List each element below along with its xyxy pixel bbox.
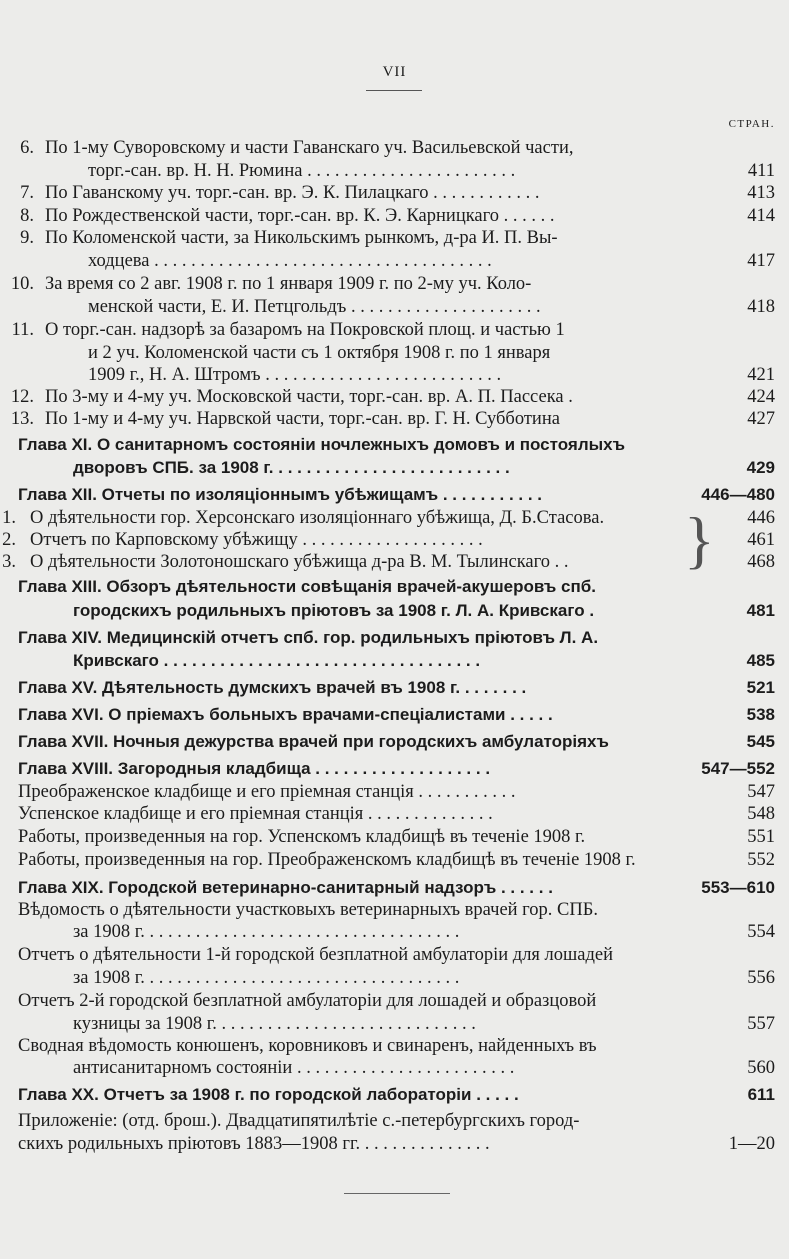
entry-title: По 1-му Суворовскому и части Гаванскаго уч. Васильевской части, [45, 138, 574, 158]
page-number: VII [382, 64, 407, 80]
entry-page-number: 552 [747, 850, 775, 870]
entry-title: Приложеніе: (отд. брош.). Двадцатипятилѣтіе с.-петербургскихъ город- [18, 1111, 580, 1131]
entry-title: Преображенское кладбище и его пріемная станція . . . . . . . . . . . [18, 782, 516, 802]
entry-page-number: 553—610 [701, 878, 775, 897]
toc-entry-line [0, 136, 789, 160]
entry-number: 6. [20, 138, 34, 158]
toc-entry-line [0, 780, 789, 804]
entry-page-number: 551 [747, 827, 775, 847]
entry-page-number: 413 [747, 183, 775, 203]
entry-page-number: 521 [746, 678, 775, 697]
entry-title: Глава XI. О санитарномъ состояніи ночлежныхъ домовъ и постоялыхъ [18, 435, 625, 454]
entry-page-number: 481 [746, 601, 775, 620]
toc-entry-line [0, 550, 789, 574]
entry-title: Работы, произведенныя на гор. Преображенскомъ кладбищѣ въ теченіе 1908 г. [18, 850, 636, 870]
toc-entry-line [0, 1012, 789, 1036]
toc-chapter-line [0, 483, 789, 507]
entry-title: Глава XVII. Ночныя дежурства врачей при городскихъ амбулаторіяхъ [18, 732, 609, 751]
toc-entry-line [0, 318, 789, 342]
entry-title: Работы, произведенныя на гор. Успенскомъ кладбищѣ въ теченіе 1908 г. [18, 827, 586, 847]
entry-title: Глава XVIII. Загородныя кладбища . . . . . . . . . . . . . . . . . . . [18, 759, 491, 778]
entry-page-number: 545 [746, 732, 775, 751]
entry-page-number: 547 [747, 782, 775, 802]
toc-chapter-line [0, 1083, 789, 1107]
toc-entry-line [0, 385, 789, 409]
entry-page-number: 461 [747, 530, 775, 550]
toc-entry-line [0, 159, 789, 183]
entry-title: Глава XIV. Медицинскій отчетъ спб. гор. родильныхъ пріютовъ Л. А. [18, 628, 599, 647]
toc-entry-line [0, 272, 789, 296]
entry-page-number: 414 [747, 206, 775, 226]
toc-entry-line [0, 920, 789, 944]
entry-number: 2. [2, 530, 16, 550]
toc-chapter-line [0, 703, 789, 727]
entry-title: По 3-му и 4-му уч. Московской части, торг.-сан. вр. А. П. Пассека . [45, 387, 573, 407]
toc-entry-line [0, 341, 789, 365]
brace-mark: } [684, 504, 715, 575]
toc-entry-line [0, 898, 789, 922]
entry-page-number: 468 [747, 552, 775, 572]
entry-page-number: 485 [746, 651, 775, 670]
toc-chapter-line [0, 876, 789, 900]
entry-page-number: 538 [746, 705, 775, 724]
toc-entry-line [0, 1034, 789, 1058]
toc-chapter-line [0, 575, 789, 599]
entry-title: Вѣдомость о дѣятельности участковыхъ ветеринарныхъ врачей гор. СПБ. [18, 900, 599, 920]
toc-chapter-line [0, 626, 789, 650]
entry-title: городскихъ родильныхъ пріютовъ за 1908 г. Л. А. Кривскаго . [73, 601, 595, 620]
footer-rule [344, 1193, 450, 1194]
entry-title: Кривскаго . . . . . . . . . . . . . . . . . . . . . . . . . . . . . . . . . . [73, 651, 481, 670]
entry-number: 3. [2, 552, 16, 572]
entry-title: антисанитарномъ состояніи . . . . . . . . . . . . . . . . . . . . . . . . [73, 1058, 515, 1078]
entry-page-number: 556 [747, 968, 775, 988]
entry-title: О торг.-сан. надзорѣ за базаромъ на Покровской площ. и частью 1 [45, 320, 565, 340]
toc-entry-line [0, 1132, 789, 1156]
entry-title: менской части, Е. И. Петцгольдъ . . . . . . . . . . . . . . . . . . . . . [88, 297, 541, 317]
entry-title: 1909 г., Н. А. Штромъ . . . . . . . . . . . . . . . . . . . . . . . . . . [88, 365, 502, 385]
toc-entry-line [0, 528, 789, 552]
entry-title: и 2 уч. Коломенской части съ 1 октября 1908 г. по 1 января [88, 343, 551, 363]
entry-page-number: 411 [747, 161, 775, 181]
entry-title: О дѣятельности Золотоношскаго убѣжища д-ра В. М. Тылинскаго . . [30, 552, 569, 572]
header-rule [366, 90, 422, 91]
toc-entry-line [0, 407, 789, 431]
entry-title: Глава XIX. Городской ветеринарно-санитарный надзоръ . . . . . . [18, 878, 553, 897]
entry-page-number: 548 [747, 804, 775, 824]
entry-title: за 1908 г. . . . . . . . . . . . . . . . . . . . . . . . . . . . . . . . . . . [73, 922, 460, 942]
entry-title: О дѣятельности гор. Херсонскаго изоляціоннаго убѣжища, Д. Б.Стасова. [30, 508, 605, 528]
toc-chapter-line [0, 757, 789, 781]
entry-page-number: 611 [747, 1085, 775, 1104]
entry-title: торг.-сан. вр. Н. Н. Рюмина . . . . . . . . . . . . . . . . . . . . . . . [88, 161, 516, 181]
toc-entry-line [0, 295, 789, 319]
toc-entry-line [0, 249, 789, 273]
entry-number: 9. [20, 228, 34, 248]
entry-page-number: 446—480 [701, 485, 775, 504]
toc-chapter-line [0, 599, 789, 623]
toc-entry-line [0, 825, 789, 849]
entry-number: 10. [10, 274, 34, 294]
entry-number: 12. [10, 387, 34, 407]
entry-title: За время со 2 авг. 1908 г. по 1 января 1909 г. по 2-му уч. Коло- [45, 274, 532, 294]
toc-chapter-line [0, 676, 789, 700]
toc-entry-line [0, 506, 789, 530]
entry-title: По 1-му и 4-му уч. Нарвской части, торг.-сан. вр. Г. Н. Субботина [45, 409, 560, 429]
entry-title: Сводная вѣдомость конюшенъ, коровниковъ и свинаренъ, найденныхъ въ [18, 1036, 597, 1056]
entry-number: 13. [10, 409, 34, 429]
entry-page-number: 1—20 [728, 1134, 775, 1154]
entry-title: Успенское кладбище и его пріемная станція . . . . . . . . . . . . . . [18, 804, 493, 824]
entry-title: ходцева . . . . . . . . . . . . . . . . . . . . . . . . . . . . . . . . . . . . . [88, 251, 492, 271]
entry-page-number: 424 [747, 387, 775, 407]
entry-page-number: 554 [747, 922, 775, 942]
entry-page-number: 560 [747, 1058, 775, 1078]
toc-entry-line [0, 1056, 789, 1080]
entry-title: скихъ родильныхъ пріютовъ 1883—1908 гг. . . . . . . . . . . . . . . [18, 1134, 490, 1154]
entry-title: Отчетъ 2-й городской безплатной амбулаторіи для лошадей и образцовой [18, 991, 597, 1011]
entry-number: 7. [20, 183, 34, 203]
toc-chapter-line [0, 730, 789, 754]
entry-title: По Рождественской части, торг.-сан. вр. К. Э. Карницкаго . . . . . . [45, 206, 555, 226]
entry-title: Глава XVI. О пріемахъ больныхъ врачами-спеціалистами . . . . . [18, 705, 553, 724]
entry-title: Отчетъ по Карповскому убѣжищу . . . . . . . . . . . . . . . . . . . . [30, 530, 483, 550]
toc-entry-line [0, 989, 789, 1013]
entry-title: Глава XIII. Обзоръ дѣятельности совѣщанія врачей-акушеровъ спб. [18, 577, 596, 596]
entry-page-number: 557 [747, 1014, 775, 1034]
entry-page-number: 446 [747, 508, 775, 528]
entry-title: за 1908 г. . . . . . . . . . . . . . . . . . . . . . . . . . . . . . . . . . . [73, 968, 460, 988]
entry-number: 1. [2, 508, 16, 528]
entry-title: дворовъ СПБ. за 1908 г. . . . . . . . . . . . . . . . . . . . . . . . . . [73, 458, 510, 477]
toc-entry-line [0, 966, 789, 990]
toc-chapter-line [0, 433, 789, 457]
entry-title: Глава XX. Отчетъ за 1908 г. по городской лабораторіи . . . . . [18, 1085, 519, 1104]
toc-entry-line [0, 1109, 789, 1133]
entry-title: кузницы за 1908 г. . . . . . . . . . . . . . . . . . . . . . . . . . . . . [73, 1014, 476, 1034]
entry-page-number: 547—552 [701, 759, 775, 778]
entry-page-number: 421 [747, 365, 775, 385]
toc-chapter-line [0, 456, 789, 480]
entry-page-number: 427 [747, 409, 775, 429]
toc-entry-line [0, 802, 789, 826]
entry-title: По Коломенской части, за Никольскимъ рынкомъ, д-ра И. П. Вы- [45, 228, 558, 248]
page-column-label: СТРАН. [728, 118, 775, 130]
toc-entry-line [0, 943, 789, 967]
entry-page-number: 417 [747, 251, 775, 271]
entry-number: 11. [11, 320, 34, 340]
toc-entry-line [0, 204, 789, 228]
entry-title: Глава XV. Дѣятельность думскихъ врачей въ 1908 г. . . . . . . . [18, 678, 527, 697]
toc-entry-line [0, 181, 789, 205]
entry-title: Глава XII. Отчеты по изоляціоннымъ убѣжищамъ . . . . . . . . . . . [18, 485, 543, 504]
entry-page-number: 429 [746, 458, 775, 477]
entry-page-number: 418 [747, 297, 775, 317]
entry-title: По Гаванскому уч. торг.-сан. вр. Э. К. Пилацкаго . . . . . . . . . . . . [45, 183, 540, 203]
toc-entry-line [0, 363, 789, 387]
entry-title: Отчетъ о дѣятельности 1-й городской безплатной амбулаторіи для лошадей [18, 945, 614, 965]
toc-chapter-line [0, 649, 789, 673]
entry-number: 8. [20, 206, 34, 226]
toc-entry-line [0, 226, 789, 250]
toc-entry-line [0, 848, 789, 872]
